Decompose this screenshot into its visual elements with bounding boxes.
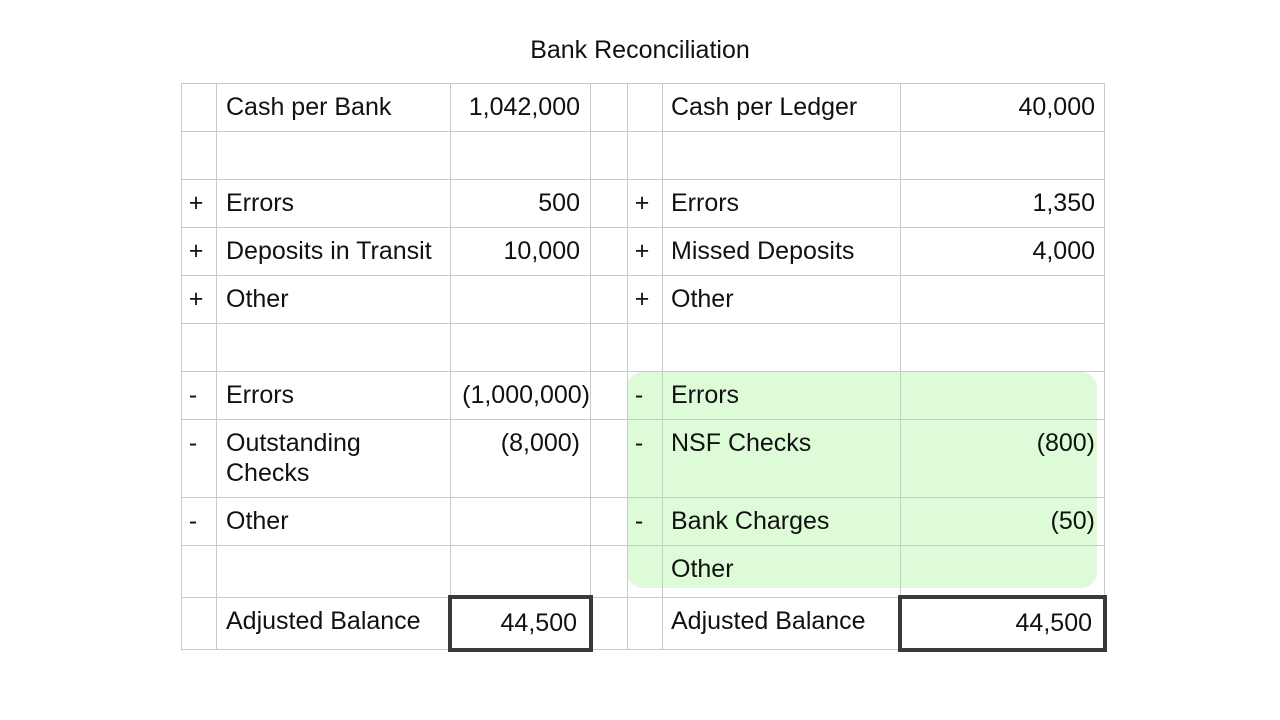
grid-line (181, 227, 1105, 228)
right-deduct-sign: - (634, 507, 644, 535)
grid-line (181, 371, 1105, 372)
grid-line (181, 323, 1105, 324)
left-deduct-label: Other (226, 507, 289, 535)
left-add-sign: + (188, 237, 204, 265)
left-add-sign: + (188, 285, 204, 313)
left-adjusted-value: 44,500 (500, 609, 577, 637)
page-title: Bank Reconciliation (530, 36, 750, 64)
right-add-value: 1,350 (1032, 189, 1095, 217)
right-header-label: Cash per Ledger (671, 93, 858, 121)
left-deduct-sign: - (188, 381, 198, 409)
right-add-sign: + (634, 189, 650, 217)
left-add-value: 500 (538, 189, 580, 217)
right-deduct-label: NSF Checks (671, 429, 812, 457)
right-add-sign: + (634, 285, 650, 313)
left-deduct-value: (1,000,000) (462, 381, 590, 409)
grid-line (181, 179, 1105, 180)
right-deduct-label: Errors (671, 381, 740, 409)
grid-line (662, 83, 663, 649)
right-header-value: 40,000 (1018, 93, 1095, 121)
left-adjusted-label: Adjusted Balance (226, 607, 421, 635)
grid-line (181, 131, 1105, 132)
grid-line (181, 419, 1105, 420)
left-add-sign: + (188, 189, 204, 217)
left-deduct-sign: - (188, 507, 198, 535)
left-add-value: 10,000 (503, 237, 580, 265)
left-add-label: Other (226, 285, 289, 313)
grid-line (181, 83, 1105, 84)
left-deduct-sign: - (188, 429, 198, 457)
right-add-label: Other (671, 285, 734, 313)
grid-line (450, 83, 451, 649)
grid-line (181, 83, 182, 649)
left-deduct-label: Outstanding Checks (226, 429, 361, 487)
right-add-value: 4,000 (1032, 237, 1095, 265)
right-add-sign: + (634, 237, 650, 265)
right-deduct-value: (800) (1036, 429, 1095, 457)
grid-line (900, 83, 901, 649)
left-deduct-value: (8,000) (500, 429, 580, 457)
grid-line (216, 83, 217, 649)
right-deduct-value: (50) (1050, 507, 1095, 535)
right-adjusted-label: Adjusted Balance (671, 607, 866, 635)
right-deduct-sign: - (634, 381, 644, 409)
right-add-label: Missed Deposits (671, 237, 855, 265)
right-deduct-sign: - (634, 429, 644, 457)
right-adjusted-value: 44,500 (1015, 609, 1092, 637)
grid-line (627, 83, 628, 649)
left-deduct-label: Errors (226, 381, 295, 409)
right-deduct-label: Bank Charges (671, 507, 830, 535)
left-header-value: 1,042,000 (468, 93, 580, 121)
right-deduct-label: Other (671, 555, 734, 583)
left-add-label: Deposits in Transit (226, 237, 432, 265)
right-add-label: Errors (671, 189, 740, 217)
grid-line (1104, 83, 1105, 649)
grid-line (590, 83, 591, 649)
grid-line (181, 497, 1105, 498)
grid-line (181, 275, 1105, 276)
left-header-label: Cash per Bank (226, 93, 392, 121)
left-add-label: Errors (226, 189, 295, 217)
grid-line (181, 545, 1105, 546)
